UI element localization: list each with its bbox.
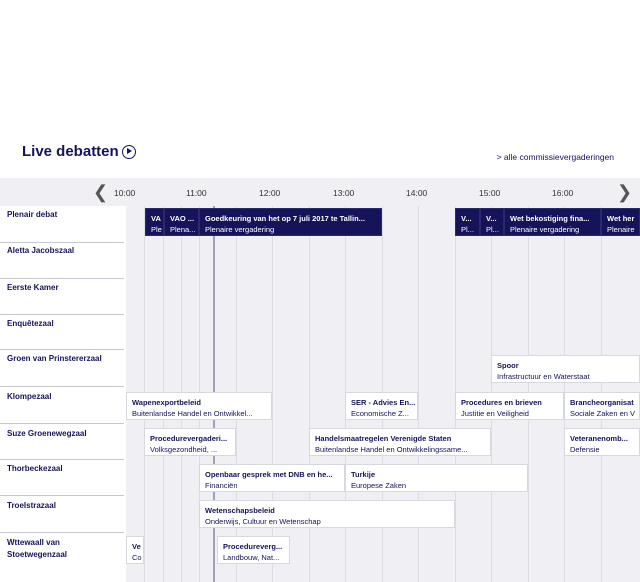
room-label: Klompezaal	[7, 392, 52, 401]
time-tick: 15:00	[479, 188, 501, 198]
event-block[interactable]	[199, 208, 382, 236]
event-block[interactable]	[455, 392, 564, 420]
room-label: Eerste Kamer	[7, 283, 59, 292]
event-block[interactable]	[491, 355, 640, 383]
event-subtitle: Plenaire	[607, 225, 635, 234]
row-divider	[0, 242, 124, 243]
event-block[interactable]	[564, 392, 640, 420]
event-title: Procedurevergaderi...	[150, 434, 228, 443]
event-block[interactable]	[199, 500, 455, 528]
event-subtitle: Defensie	[570, 445, 600, 454]
event-title: VAO ...	[170, 214, 195, 223]
event-title: Procedureverg...	[223, 542, 283, 551]
event-subtitle: Plena...	[170, 225, 196, 234]
event-block[interactable]	[345, 392, 418, 420]
event-subtitle: Plenaire vergadering	[205, 225, 275, 234]
event-subtitle: Economische Z...	[351, 409, 409, 418]
chevron-right-icon[interactable]: ❯	[617, 182, 633, 202]
time-tick: 11:00	[186, 188, 207, 198]
room-label: Groen van Prinstererzaal	[7, 354, 102, 363]
event-title: V...	[486, 214, 497, 223]
room-label: Plenair debat	[7, 210, 58, 219]
event-block[interactable]	[504, 208, 601, 236]
event-title: Wet her	[607, 214, 635, 223]
event-subtitle: Buitenlandse Handel en Ontwikkelingssame...	[315, 445, 468, 454]
event-block[interactable]	[309, 428, 491, 456]
live-debates-title[interactable]	[22, 143, 136, 160]
event-title: Openbaar gesprek met DNB en he...	[205, 470, 333, 479]
event-title: Veteranenomb...	[570, 434, 628, 443]
row-divider	[0, 314, 124, 315]
event-subtitle: Justitie en Veiligheid	[461, 409, 529, 418]
event-block[interactable]	[126, 536, 144, 564]
event-title: Wapenexportbeleid	[132, 398, 201, 407]
event-title: Goedkeuring van het op 7 juli 2017 te Tallin...	[205, 214, 365, 223]
event-title: Ve	[132, 542, 141, 551]
event-block[interactable]	[145, 208, 164, 236]
event-subtitle: Plenaire vergadering	[510, 225, 580, 234]
event-subtitle: Pl...	[461, 225, 474, 234]
event-title: Brancheorganisat	[570, 398, 634, 407]
event-subtitle: Buitenlandse Handel en Ontwikkel...	[132, 409, 253, 418]
event-title: V...	[461, 214, 472, 223]
event-subtitle: Financiën	[205, 481, 238, 490]
event-title: Procedures en brieven	[461, 398, 542, 407]
event-block[interactable]	[126, 392, 272, 420]
event-subtitle: Infrastructuur en Waterstaat	[497, 372, 590, 381]
row-divider	[0, 495, 124, 496]
event-subtitle: Landbouw, Nat...	[223, 553, 280, 562]
chevron-left-icon[interactable]: ❮	[93, 182, 109, 202]
room-label: Troelstrazaal	[7, 501, 56, 510]
event-subtitle: Volksgezondheid, ...	[150, 445, 218, 454]
schedule-grid	[0, 206, 640, 582]
row-divider	[0, 349, 124, 350]
page-header	[0, 0, 640, 178]
event-subtitle: Pl...	[486, 225, 499, 234]
row-divider	[0, 459, 124, 460]
event-block[interactable]	[199, 464, 345, 492]
time-tick: 16:00	[552, 188, 574, 198]
time-tick: 14:00	[406, 188, 428, 198]
event-block[interactable]	[164, 208, 199, 236]
event-title: Wetenschapsbeleid	[205, 506, 275, 515]
timeline-header	[0, 178, 640, 206]
event-title: Wet bekostiging fina...	[510, 214, 590, 223]
time-tick: 10:00	[114, 188, 136, 198]
row-divider	[0, 278, 124, 279]
room-label: Aletta Jacobszaal	[7, 246, 75, 255]
row-divider	[0, 386, 124, 387]
event-title: Turkije	[351, 470, 376, 479]
play-icon[interactable]	[122, 145, 136, 159]
room-label: Suze Groenewegzaal	[7, 429, 87, 438]
event-subtitle: Europese Zaken	[351, 481, 407, 490]
row-divider	[0, 423, 124, 424]
event-subtitle: Co	[132, 553, 142, 562]
event-title: SER - Advies En...	[351, 398, 416, 407]
time-tick: 13:00	[333, 188, 355, 198]
row-divider	[0, 532, 124, 533]
room-label: Enquêtezaal	[7, 319, 54, 328]
room-label: Wttewaall van Stoetwegenzaal	[7, 538, 68, 559]
event-block[interactable]	[601, 208, 640, 236]
event-subtitle: Ple	[151, 225, 162, 234]
time-tick: 12:00	[259, 188, 281, 198]
event-block[interactable]	[455, 208, 480, 236]
event-title: Handelsmaatregelen Verenigde Staten	[315, 434, 452, 443]
event-subtitle: Onderwijs, Cultuur en Wetenschap	[205, 517, 321, 526]
event-block[interactable]	[217, 536, 290, 564]
room-label: Thorbeckezaal	[7, 464, 63, 473]
event-block[interactable]	[480, 208, 504, 236]
event-block[interactable]	[564, 428, 640, 456]
event-block[interactable]	[345, 464, 528, 492]
title-text: Live debatten	[22, 143, 119, 160]
event-block[interactable]	[144, 428, 236, 456]
all-committee-meetings-link[interactable]: > alle commissievergaderingen	[496, 152, 614, 162]
event-title: Spoor	[497, 361, 519, 370]
event-title: VA	[151, 214, 161, 223]
event-subtitle: Sociale Zaken en V	[570, 409, 636, 418]
